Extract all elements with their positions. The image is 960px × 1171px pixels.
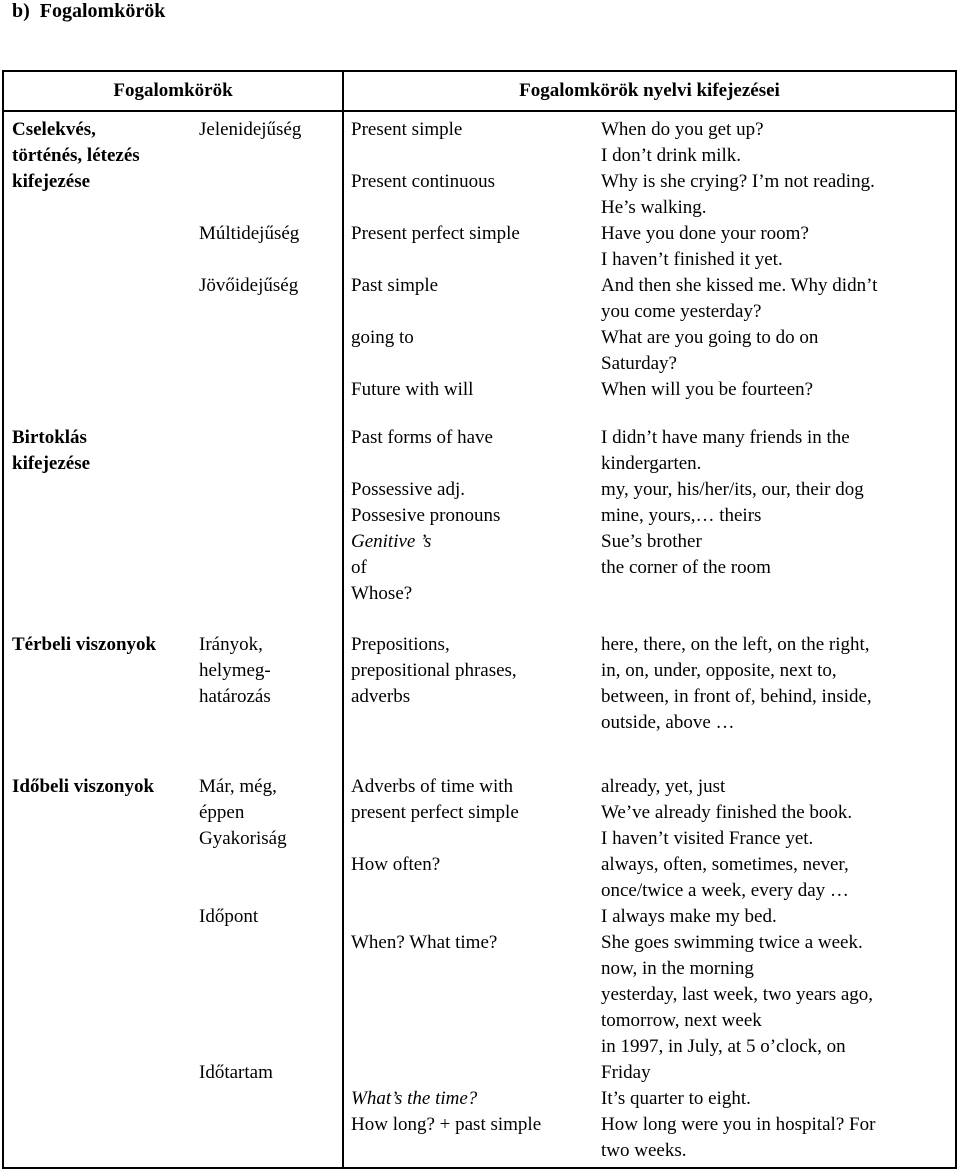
examples-idobeli: already, yet, just We’ve already finished the book. I haven’t visited France yet. always, often, sometimes, never, once/twice a week, every day … I always make my bed. She goes swimming twice a week. now, in the morning yesterday, last week, two years ago, tomorrow, next week in 1997, in July, at 5 o’clock, on Friday It’s quarter to eight. How long were you in hospital? For two weeks. [601, 776, 876, 1161]
examples-birtoklas: I didn’t have many friends in the kindergarten. my, your, his/her/its, our, their dog mine, yours,… theirs Sue’s brother the corner of the room [601, 427, 864, 578]
forms-cselekves: Present simple Present continuous Present perfect simple Past simple going to Future with will [351, 119, 520, 400]
table-border-bottom [2, 1167, 957, 1169]
forms-terbeli: Prepositions, prepositional phrases, adverbs [351, 634, 517, 707]
table-border-mid [342, 70, 344, 1169]
section-heading: b) Fogalomkörök [12, 0, 166, 22]
category-idobeli: Időbeli viszonyok [12, 776, 155, 797]
table-border-top [2, 70, 957, 72]
subcategory-cselekves: Jelenidejűség Múltidejűség Jövőidejűség [199, 119, 302, 296]
forms-birtoklas: Past forms of have Possessive adj. Possesive pronouns Genitive ’s of Whose? [351, 427, 501, 604]
category-terbeli: Térbeli viszonyok [12, 634, 157, 655]
table-border-left [2, 70, 4, 1169]
category-cselekves: Cselekvés, történés, létezés kifejezése [12, 119, 140, 192]
subcategory-terbeli: Irányok, helymeg- határozás [199, 634, 271, 707]
header-nyelvi-kifejezesek: Fogalomkörök nyelvi kifejezései [519, 80, 780, 101]
table-border-right [955, 70, 957, 1169]
category-birtoklas: Birtoklás kifejezése [12, 427, 91, 474]
table-border-header-bottom [2, 110, 957, 112]
examples-cselekves: When do you get up? I don’t drink milk. Why is she crying? I’m not reading. He’s walking. Have you done your room? I haven’t finished it yet. And then she kissed me. Why didn’t you come yesterday? What are you going to do on Saturday? When will you be fourteen? [601, 119, 878, 400]
header-fogalomkorok: Fogalomkörök [113, 80, 233, 101]
examples-terbeli: here, there, on the left, on the right, in, on, under, opposite, next to, between, in front of, behind, inside, outside, above … [601, 634, 872, 733]
subcategory-idobeli: Már, még, éppen Gyakoriság Időpont Időtartam [199, 776, 287, 1083]
forms-idobeli: Adverbs of time with present perfect simple How often? When? What time? What’s the time? How long? + past simple [351, 776, 542, 1135]
